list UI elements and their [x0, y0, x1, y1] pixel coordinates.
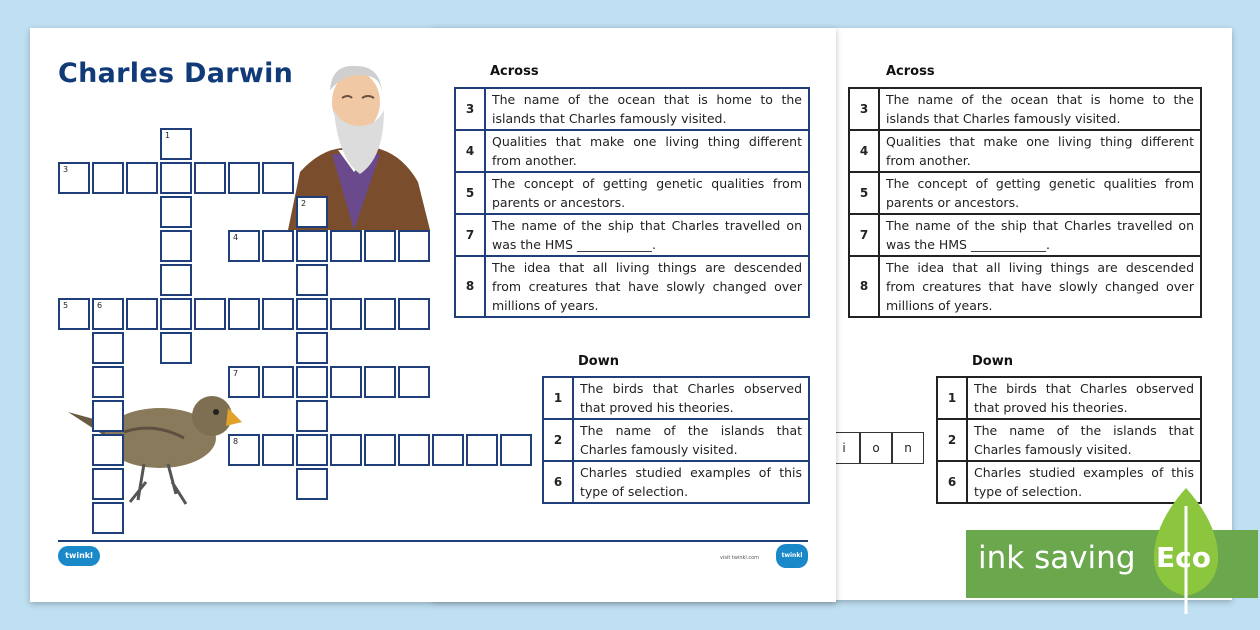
grid-cell[interactable]: 6 — [92, 298, 124, 330]
down-clue-row: 2 The name of the islands that Charles famously visited. — [543, 419, 809, 461]
grid-cell[interactable] — [398, 298, 430, 330]
grid-cell[interactable] — [92, 162, 124, 194]
grid-cell[interactable] — [364, 298, 396, 330]
grid-cell[interactable]: 7 — [228, 366, 260, 398]
crossword-worksheet-page — [30, 28, 836, 602]
grid-cell[interactable] — [330, 230, 362, 262]
grid-cell[interactable] — [296, 366, 328, 398]
twinkl-badge-icon: twinkl — [776, 544, 808, 568]
grid-cell[interactable] — [92, 468, 124, 500]
grid-cell[interactable] — [160, 196, 192, 228]
ink-saving-label: ink saving — [978, 540, 1136, 576]
grid-cell[interactable]: 1 — [160, 128, 192, 160]
across-heading: Across — [490, 64, 539, 79]
twinkl-logo: twinkl — [58, 546, 100, 566]
grid-cell[interactable] — [194, 298, 226, 330]
back-down-clues-table — [936, 376, 1202, 504]
grid-cell[interactable]: 3 — [58, 162, 90, 194]
grid-cell[interactable] — [500, 434, 532, 466]
eco-label: Eco — [1156, 541, 1211, 574]
back-across-clue-row: 7 The name of the ship that Charles travelled on was the HMS ____________. — [849, 214, 1201, 256]
grid-cell[interactable] — [228, 298, 260, 330]
grid-cell[interactable] — [330, 434, 362, 466]
grid-cell[interactable] — [364, 366, 396, 398]
grid-cell[interactable] — [160, 230, 192, 262]
grid-cell[interactable] — [160, 162, 192, 194]
across-clue-row: 4 Qualities that make one living thing different from another. — [455, 130, 809, 172]
across-clue-row: 8 The idea that all living things are descended from creatures that have slowly changed over millions of years. — [455, 256, 809, 317]
grid-cell[interactable]: 8 — [228, 434, 260, 466]
across-clues-table — [454, 87, 810, 318]
down-clue-row: 1 The birds that Charles observed that proved his theories. — [543, 377, 809, 419]
grid-cell[interactable] — [262, 298, 294, 330]
grid-cell[interactable] — [92, 366, 124, 398]
across-clue-row: 5 The concept of getting genetic qualities from parents or ancestors. — [455, 172, 809, 214]
grid-cell[interactable] — [296, 400, 328, 432]
back-across-clue-row: 4 Qualities that make one living thing different from another. — [849, 130, 1201, 172]
down-heading: Down — [578, 354, 619, 369]
footer-divider — [58, 540, 808, 542]
grid-cell[interactable] — [92, 332, 124, 364]
grid-cell[interactable] — [364, 434, 396, 466]
grid-cell[interactable] — [160, 264, 192, 296]
grid-cell[interactable] — [262, 162, 294, 194]
grid-cell[interactable] — [296, 264, 328, 296]
across-clue-row: 3 The name of the ocean that is home to the islands that Charles famously visited. — [455, 88, 809, 130]
finch-bird-illustration — [64, 382, 244, 508]
grid-cell[interactable] — [126, 298, 158, 330]
footer-url: visit twinkl.com — [720, 555, 760, 561]
grid-cell[interactable] — [330, 298, 362, 330]
back-across-clue-row: 8 The idea that all living things are descended from creatures that have slowly changed over millions of years. — [849, 256, 1201, 317]
grid-cell[interactable] — [398, 434, 430, 466]
down-clues-table — [542, 376, 810, 504]
grid-cell[interactable] — [262, 434, 294, 466]
grid-cell[interactable] — [126, 162, 158, 194]
grid-cell[interactable] — [296, 434, 328, 466]
grid-cell[interactable] — [432, 434, 464, 466]
grid-cell[interactable] — [92, 502, 124, 534]
grid-cell[interactable] — [296, 468, 328, 500]
grid-cell[interactable] — [194, 162, 226, 194]
grid-cell[interactable] — [262, 230, 294, 262]
back-across-clue-row: 5 The concept of getting genetic qualities from parents or ancestors. — [849, 172, 1201, 214]
grid-cell[interactable] — [296, 230, 328, 262]
grid-cell[interactable] — [398, 230, 430, 262]
grid-cell[interactable]: 5 — [58, 298, 90, 330]
grid-cell[interactable] — [296, 298, 328, 330]
grid-cell[interactable] — [398, 366, 430, 398]
grid-cell[interactable] — [228, 162, 260, 194]
down-clue-row: 6 Charles studied examples of this type of selection. — [543, 461, 809, 503]
grid-cell[interactable] — [160, 298, 192, 330]
back-down-clue-row: 6 Charles studied examples of this type of selection. — [937, 461, 1201, 503]
answer-cell: o — [860, 432, 892, 464]
back-down-clue-row: 2 The name of the islands that Charles famously visited. — [937, 419, 1201, 461]
grid-cell[interactable] — [296, 332, 328, 364]
grid-cell[interactable] — [364, 230, 396, 262]
answer-cell: n — [892, 432, 924, 464]
grid-cell[interactable]: 2 — [296, 196, 328, 228]
back-down-clue-row: 1 The birds that Charles observed that proved his theories. — [937, 377, 1201, 419]
grid-cell[interactable] — [160, 332, 192, 364]
back-across-clue-row: 3 The name of the ocean that is home to the islands that Charles famously visited. — [849, 88, 1201, 130]
back-across-clues-table — [848, 87, 1202, 318]
back-down-heading: Down — [972, 354, 1013, 369]
grid-cell[interactable] — [92, 400, 124, 432]
grid-cell[interactable]: 4 — [228, 230, 260, 262]
grid-cell[interactable] — [330, 366, 362, 398]
across-clue-row: 7 The name of the ship that Charles travelled on was the HMS ____________. — [455, 214, 809, 256]
grid-cell[interactable] — [466, 434, 498, 466]
back-across-heading: Across — [886, 64, 935, 79]
grid-cell[interactable] — [262, 366, 294, 398]
worksheet-title: Charles Darwin — [58, 58, 294, 89]
answer-cell: i — [828, 432, 860, 464]
grid-cell[interactable] — [92, 434, 124, 466]
